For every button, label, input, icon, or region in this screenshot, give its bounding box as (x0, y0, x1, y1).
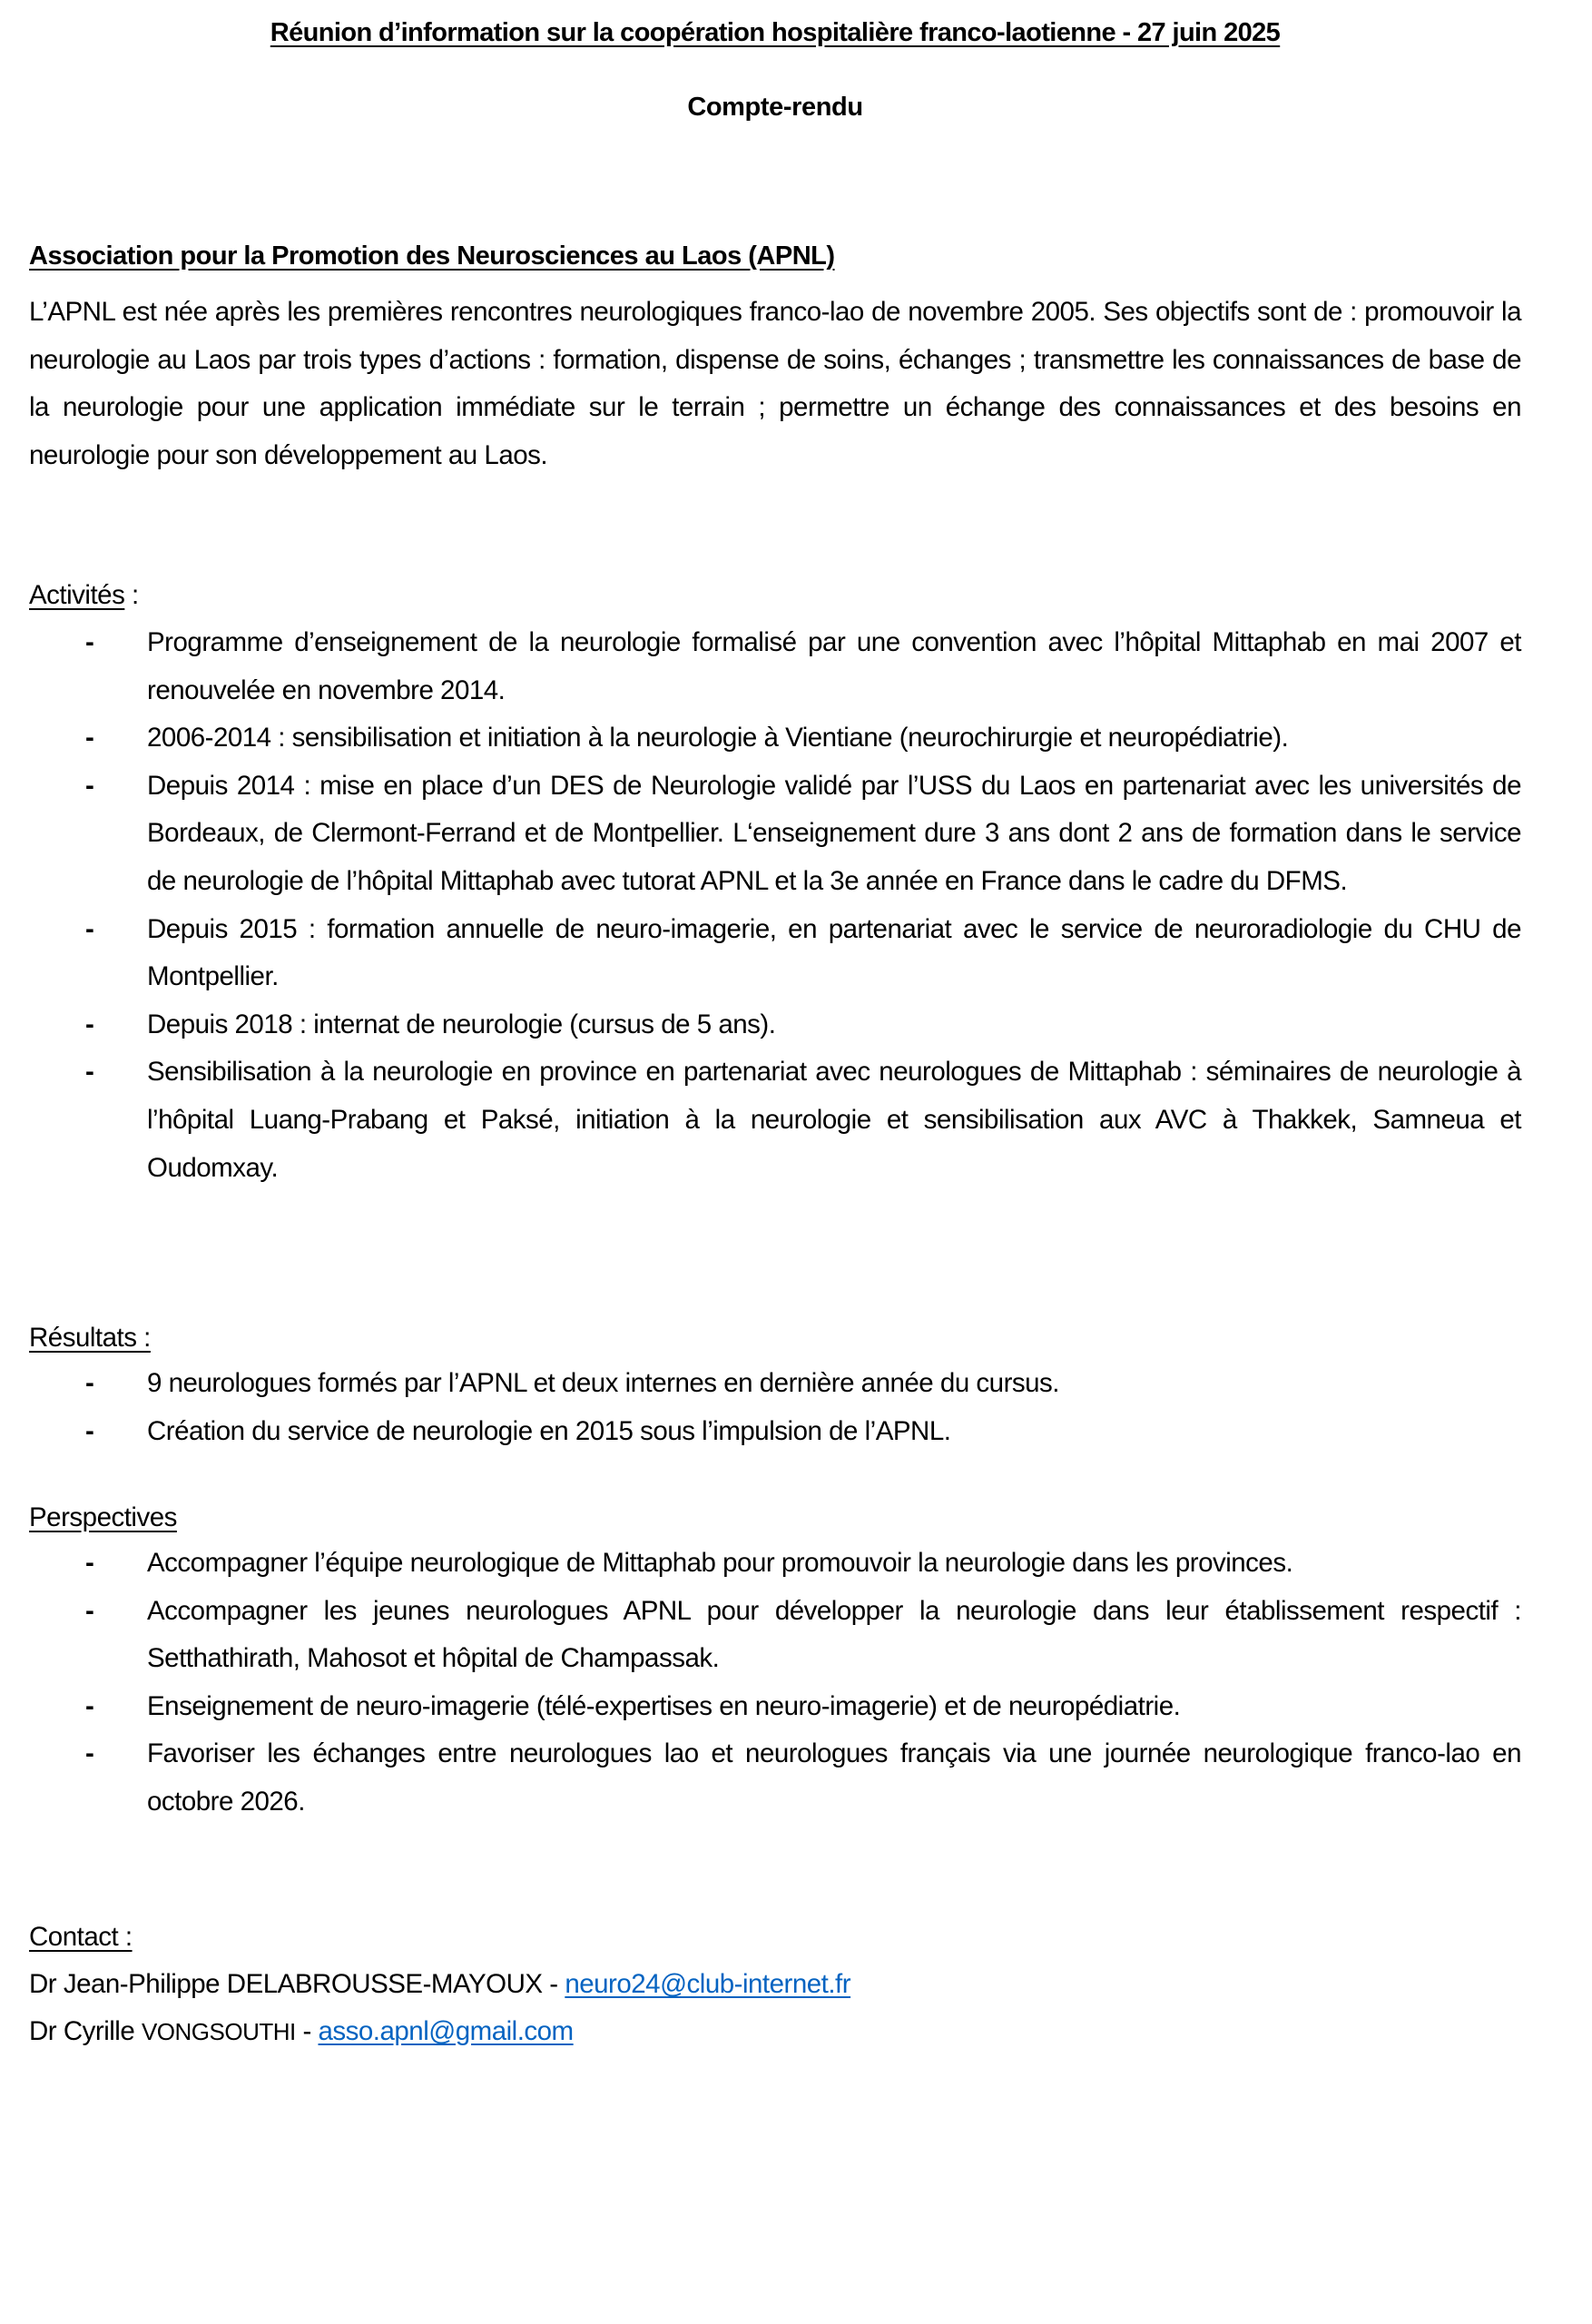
dash-bullet-icon: - (85, 1368, 94, 1398)
results-list (29, 1360, 1521, 1455)
list-item: - 2006-2014 : sensibilisation et initiation à la neurologie à Vientiane (neurochirurgie et neuropédiatrie). (29, 714, 1521, 763)
list-item: - Programme d’enseignement de la neurologie formalisé par une convention avec l’hôpital Mittaphab en mai 2007 et renouvelée en novembre 2014. (29, 619, 1521, 714)
dash-bullet-icon: - (85, 1009, 94, 1039)
dash-bullet-icon: - (85, 1057, 94, 1088)
dash-bullet-icon: - (85, 1548, 94, 1578)
list-item: - Depuis 2014 : mise en place d’un DES de Neurologie validé par l’USS du Laos en partenariat avec les universités de Bordeaux, de Clermont-Ferrand et de Montpellier. L‘enseignement dure 3 ans dont 2 ans de formation dans le service de neurologie de l’hôpital Mittaphab avec tutorat APNL et la 3e année en France dans le cadre du DFMS. (29, 763, 1521, 906)
email-link-neuro24[interactable]: neuro24@club-internet.fr (565, 1969, 851, 1999)
dash-bullet-icon: - (85, 1595, 94, 1626)
perspectives-heading: Perspectives (29, 1502, 177, 1532)
list-item: - Sensibilisation à la neurologie en province en partenariat avec neurologues de Mittaphab : séminaires de neurologie à l’hôpital Luang-Prabang et Paksé, initiation à la neurologie et sensibilisation aux AVC à Thakkek, Samneua et Oudomxay. (29, 1049, 1521, 1192)
dash-bullet-icon: - (85, 723, 94, 753)
dash-bullet-icon: - (85, 913, 94, 944)
list-item: - Enseignement de neuro-imagerie (télé-expertises en neuro-imagerie) et de neuropédiatrie. (29, 1683, 1521, 1731)
dash-bullet-icon: - (85, 770, 94, 801)
perspectives-list (29, 1540, 1521, 1827)
list-item: - 9 neurologues formés par l’APNL et deux internes en dernière année du cursus. (29, 1360, 1521, 1408)
activities-heading: Activités : (29, 580, 139, 610)
dash-bullet-icon: - (85, 1738, 94, 1769)
contact-line-delabrousse: Dr Jean-Philippe DELABROUSSE-MAYOUX - neuro24@club-internet.fr (29, 1969, 851, 1999)
dash-bullet-icon: - (85, 627, 94, 657)
dash-bullet-icon: - (85, 1415, 94, 1446)
dash-bullet-icon: - (85, 1690, 94, 1721)
document-subtitle: Compte-rendu (687, 93, 863, 122)
list-item: - Depuis 2015 : formation annuelle de neuro-imagerie, en partenariat avec le service de neuroradiologie du CHU de Montpellier. (29, 906, 1521, 1001)
document-title: Réunion d’information sur la coopération hospitalière franco-laotienne - 27 juin 2025 (270, 18, 1281, 47)
list-item: - Favoriser les échanges entre neurologues lao et neurologues français via une journée neurologique franco-lao en octobre 2026. (29, 1730, 1521, 1826)
email-link-asso-apnl[interactable]: asso.apnl@gmail.com (318, 2016, 574, 2046)
contact-heading: Contact : (29, 1922, 133, 1952)
activities-list (29, 619, 1521, 1192)
list-item: - Création du service de neurologie en 2015 sous l’impulsion de l’APNL. (29, 1408, 1521, 1456)
list-item: - Accompagner l’équipe neurologique de Mittaphab pour promouvoir la neurologie dans les provinces. (29, 1540, 1521, 1588)
intro-paragraph: L’APNL est née après les premières rencontres neurologiques franco-lao de novembre 2005. Ses objectifs sont de : promouvoir la neurologie au Laos par trois types d’actions : formation, dispense de soins, échanges ; transmettre les connaissances de base de la neurologie pour une application immédiate sur le terrain ; permettre un échange des connaissances et des besoins en neurologie pour son développement au Laos. (29, 297, 1521, 470)
section-title-apnl: Association pour la Promotion des Neurosciences au Laos (APNL) (29, 241, 835, 271)
list-item: - Depuis 2018 : internat de neurologie (cursus de 5 ans). (29, 1001, 1521, 1049)
contact-line-vongsouthi: Dr Cyrille VONGSOUTHI - asso.apnl@gmail.com (29, 2016, 574, 2046)
list-item: - Accompagner les jeunes neurologues APNL pour développer la neurologie dans leur établissement respectif : Setthathirath, Mahosot et hôpital de Champassak. (29, 1588, 1521, 1683)
results-heading: Résultats : (29, 1323, 151, 1353)
